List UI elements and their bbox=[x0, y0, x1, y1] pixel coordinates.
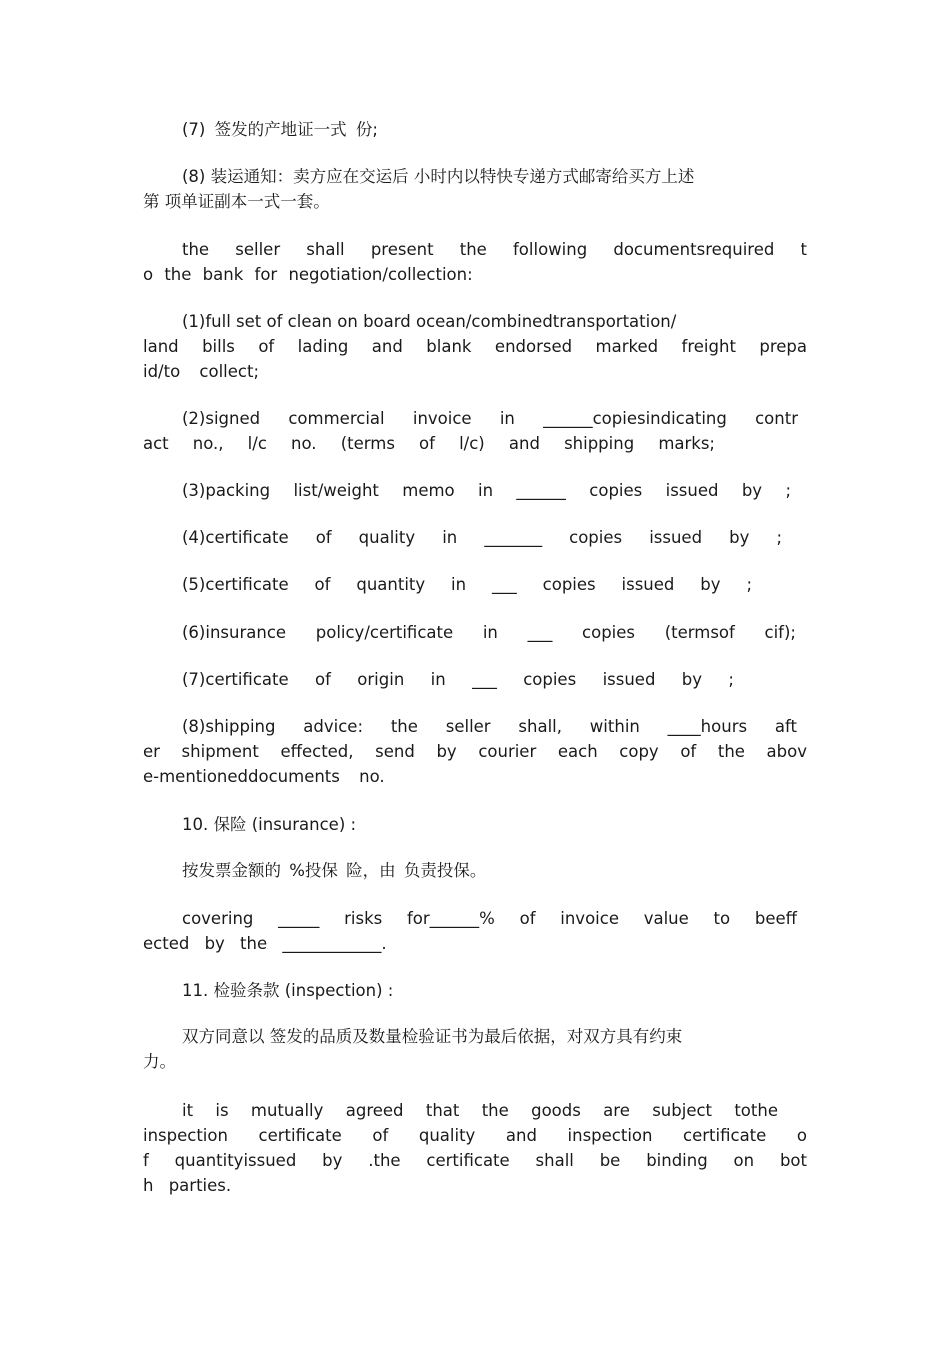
text-line: (1)full set of clean on board ocean/combinedtransportation/ bbox=[182, 312, 677, 331]
paragraph-en-inspection bbox=[143, 1098, 807, 1198]
text-line: (8) 装运通知：卖方应在交运后 小时内以特快专递方式邮寄给买方上述 bbox=[182, 167, 695, 186]
text-line: (5)certificate of quantity in ___ copies issued by ; bbox=[182, 575, 752, 594]
paragraph-en-doc-7 bbox=[143, 667, 807, 692]
text-line: 按发票金额的 %投保 险，由 负责投保。 bbox=[182, 861, 487, 880]
text-line: the seller shall present the following documentsrequired t bbox=[182, 240, 807, 259]
text-line: (6)insurance policy/certificate in ___ copies (termsof cif); bbox=[182, 623, 796, 642]
text-line: 11. 检验条款 (inspection) : bbox=[182, 981, 394, 1000]
text-line: (7) 签发的产地证一式 份; bbox=[182, 120, 378, 139]
text-line: ected by the ____________. bbox=[143, 934, 387, 953]
text-line: 力。 bbox=[143, 1052, 176, 1071]
paragraph-en-insurance bbox=[143, 906, 807, 956]
text-line: e-mentioneddocuments no. bbox=[143, 767, 385, 786]
text-line: (8)shipping advice: the seller shall, within ____hours aft bbox=[182, 717, 797, 736]
paragraph-en-docs-intro bbox=[143, 237, 807, 287]
text-line: f quantityissued by .the certificate shall be binding on bot bbox=[143, 1151, 807, 1170]
paragraph-cn-insurance bbox=[143, 858, 807, 883]
text-line: covering _____ risks for______% of invoice value to beeff bbox=[182, 909, 797, 928]
paragraph-cn-origin-cert bbox=[143, 117, 807, 142]
text-line: 10. 保险 (insurance) : bbox=[182, 815, 357, 834]
text-line: h parties. bbox=[143, 1176, 232, 1195]
text-line: er shipment effected, send by courier each copy of the abov bbox=[143, 742, 807, 761]
paragraph-en-doc-1 bbox=[143, 309, 807, 384]
text-line: act no., l/c no. (terms of l/c) and shipping marks; bbox=[143, 434, 715, 453]
paragraph-en-doc-8 bbox=[143, 714, 807, 789]
section-10-heading bbox=[143, 812, 807, 837]
text-line: id/to collect; bbox=[143, 362, 260, 381]
text-line: (2)signed commercial invoice in ______copiesindicating contr bbox=[182, 409, 798, 428]
paragraph-cn-inspection bbox=[143, 1024, 807, 1074]
text-line: (4)certificate of quality in _______ copies issued by ; bbox=[182, 528, 782, 547]
text-line: (3)packing list/weight memo in ______ copies issued by ; bbox=[182, 481, 791, 500]
paragraph-en-doc-2 bbox=[143, 406, 807, 456]
paragraph-en-doc-6 bbox=[143, 620, 807, 645]
text-line: 双方同意以 签发的品质及数量检验证书为最后依据，对双方具有约束 bbox=[182, 1027, 683, 1046]
text-line: land bills of lading and blank endorsed marked freight prepa bbox=[143, 337, 807, 356]
paragraph-en-doc-4 bbox=[143, 525, 807, 550]
text-line: (7)certificate of origin in ___ copies issued by ; bbox=[182, 670, 734, 689]
paragraph-en-doc-3 bbox=[143, 478, 807, 503]
text-line: it is mutually agreed that the goods are subject tothe bbox=[182, 1101, 778, 1120]
text-line: 第 项单证副本一式一套。 bbox=[143, 192, 330, 211]
text-line: inspection certificate of quality and inspection certificate o bbox=[143, 1126, 807, 1145]
section-11-heading bbox=[143, 978, 807, 1003]
paragraph-en-doc-5 bbox=[143, 572, 807, 597]
text-line: o the bank for negotiation/collection: bbox=[143, 265, 473, 284]
paragraph-cn-shipping-advice bbox=[143, 164, 807, 214]
